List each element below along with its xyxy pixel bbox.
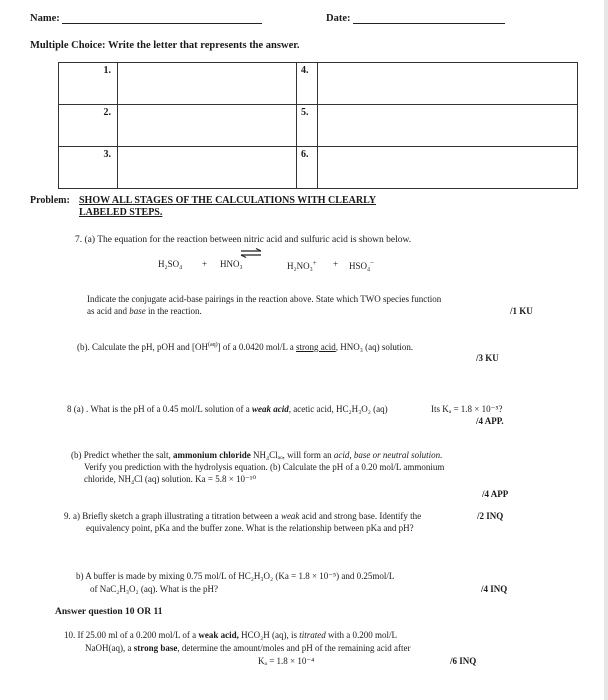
- q8a-em: weak acid: [251, 404, 289, 414]
- eq-plus-1: +: [202, 259, 208, 269]
- q9a-line1: [64, 511, 421, 521]
- problem-instruction-line1: SHOW ALL STAGES OF THE CALCULATIONS WITH CLEARLY: [79, 195, 377, 206]
- q7a-indicate-line2: [87, 306, 202, 316]
- q7a-indicate-em: base: [129, 306, 146, 316]
- mc-cell-5-label: 5.: [297, 105, 318, 147]
- q10-line2-post: , determine the amount/moles and pH of the remaining acid after: [177, 643, 411, 653]
- q10-line1-pre: 10. If 25.00 ml of a 0.200 mol/L of a: [64, 630, 199, 640]
- q7a-text: 7. (a) The equation for the reaction between nitric acid and sulfuric acid is shown below.: [75, 235, 412, 245]
- q10-ka: Kₐ = 1.8 × 10⁻⁴: [258, 656, 315, 666]
- mc-cell-2-label: 2.: [59, 105, 118, 147]
- mc-cell-2-answer[interactable]: [118, 105, 297, 147]
- q8a-text: [67, 404, 388, 414]
- date-field: [326, 13, 505, 24]
- q8a-ka: Its Kₐ = 1.8 × 10⁻⁵?: [431, 404, 503, 414]
- q7b-text: [77, 342, 413, 352]
- q9a-line2: equivalency point, pKa and the buffer zone. What is the relationship between pKa and pH?: [86, 523, 414, 533]
- q10-line1: [64, 630, 397, 640]
- name-label: Name:: [30, 13, 60, 24]
- problem-label: Problem:: [30, 195, 70, 206]
- q7b-marks: /3 KU: [476, 353, 499, 363]
- q10-line1-bold: weak acid,: [198, 630, 239, 640]
- mc-cell-1-label: 1.: [59, 63, 118, 105]
- eq-h2no3: [287, 259, 317, 271]
- eq-h2no3-formula: H₂NO₃: [287, 261, 313, 271]
- q9a-marks: /2 INQ: [477, 511, 504, 521]
- eq-h2so4: H₂SO₄: [158, 259, 183, 269]
- q8b-line1: [71, 450, 442, 460]
- mc-cell-1-answer[interactable]: [118, 63, 297, 105]
- eq-hso4: [349, 259, 374, 271]
- q7a-indicate-line1: Indicate the conjugate acid-base pairings in the reaction above. State which TWO species function: [87, 294, 442, 304]
- q9b-line2: of NaC₂H₃O₂ (aq). What is the pH?: [90, 584, 218, 594]
- q8b-line1-bold: ammonium chloride: [172, 450, 251, 460]
- q10-line1-post: with a 0.200 mol/L: [325, 630, 398, 640]
- q8b-line1-pre: (b) Predict whether the salt,: [71, 450, 173, 460]
- mc-cell-6-answer[interactable]: [318, 147, 578, 189]
- q7a-indicate-pre: as acid and: [87, 306, 130, 316]
- q7b-sub: (aq): [207, 342, 218, 348]
- mc-cell-3-label: 3.: [59, 147, 118, 189]
- q10-marks: /6 INQ: [450, 656, 477, 666]
- q10-line1-mid: HCO₂H (aq), is: [238, 630, 300, 640]
- eq-plus-2: +: [333, 259, 339, 269]
- answer-choice-heading: Answer question 10 OR 11: [55, 607, 163, 617]
- q8b-line1-mid: NH₄Clₐₒ, will form an: [250, 450, 334, 460]
- q9a-line1-post: acid and strong base. Identify the: [299, 511, 422, 521]
- q7b-mid: ] of a 0.0420 mol/L a: [217, 342, 297, 352]
- mc-cell-6-label: 6.: [297, 147, 318, 189]
- eq-hso4-charge: −: [370, 259, 375, 267]
- equilibrium-arrow-icon: [239, 248, 263, 258]
- eq-hno3: HNO₃: [220, 259, 243, 269]
- q8a-pre: 8 (a) . What is the pH of a 0.45 mol/L solution of a: [67, 404, 252, 414]
- q7b-link: strong acid: [296, 342, 336, 352]
- q10-line2-pre: NaOH(aq), a: [85, 643, 134, 653]
- page-edge-shadow: [604, 0, 608, 700]
- q8b-marks: /4 APP: [482, 489, 509, 499]
- q7a-indicate-post: in the reaction.: [145, 306, 202, 316]
- eq-hso4-formula: HSO₄: [349, 261, 371, 271]
- mc-cell-4-label: 4.: [297, 63, 318, 105]
- mc-cell-5-answer[interactable]: [318, 105, 578, 147]
- mc-title: Multiple Choice: Write the letter that represents the answer.: [30, 40, 300, 51]
- name-blank[interactable]: [62, 23, 262, 24]
- problem-instruction-line2: LABELED STEPS.: [79, 207, 163, 218]
- q8b-line2: Verify you prediction with the hydrolysis equation. (b) Calculate the pH of a 0.20 mol/L ammonium: [84, 462, 445, 472]
- q10-line1-em: titrated: [299, 630, 326, 640]
- q9a-line1-pre: 9. a) Briefly sketch a graph illustrating a titration between a: [64, 511, 281, 521]
- mc-cell-4-answer[interactable]: [318, 63, 578, 105]
- q9a-line1-em: weak: [280, 511, 300, 521]
- q8a-post: , acetic acid, HC₂H₃O₂ (aq): [288, 404, 388, 414]
- date-blank[interactable]: [353, 23, 505, 24]
- mc-cell-3-answer[interactable]: [118, 147, 297, 189]
- q10-line2: [85, 643, 411, 653]
- q9b-marks: /4 INQ: [481, 584, 508, 594]
- q10-line2-bold: strong base: [133, 643, 178, 653]
- q9b-line1: b) A buffer is made by mixing 0.75 mol/L of HC₂H₃O₂ (Ka = 1.8 × 10⁻⁵) and 0.25mol/L: [76, 571, 395, 581]
- q8a-marks: /4 APP.: [476, 416, 504, 426]
- q7a-marks: /1 KU: [510, 306, 533, 316]
- q8b-line3: chloride, NH₄Cl (aq) solution. Ka = 5.8 × 10⁻¹⁰: [84, 474, 257, 484]
- q8b-line1-em: acid, base or neutral solution.: [333, 450, 443, 460]
- q7b-post: , HNO₃ (aq) solution.: [335, 342, 414, 352]
- date-label: Date:: [326, 13, 351, 24]
- eq-h2no3-charge: +: [312, 259, 317, 267]
- q7b-pre: (b). Calculate the pH, pOH and [OH: [77, 342, 208, 352]
- name-field: [30, 13, 262, 24]
- mc-answer-table: [58, 62, 578, 189]
